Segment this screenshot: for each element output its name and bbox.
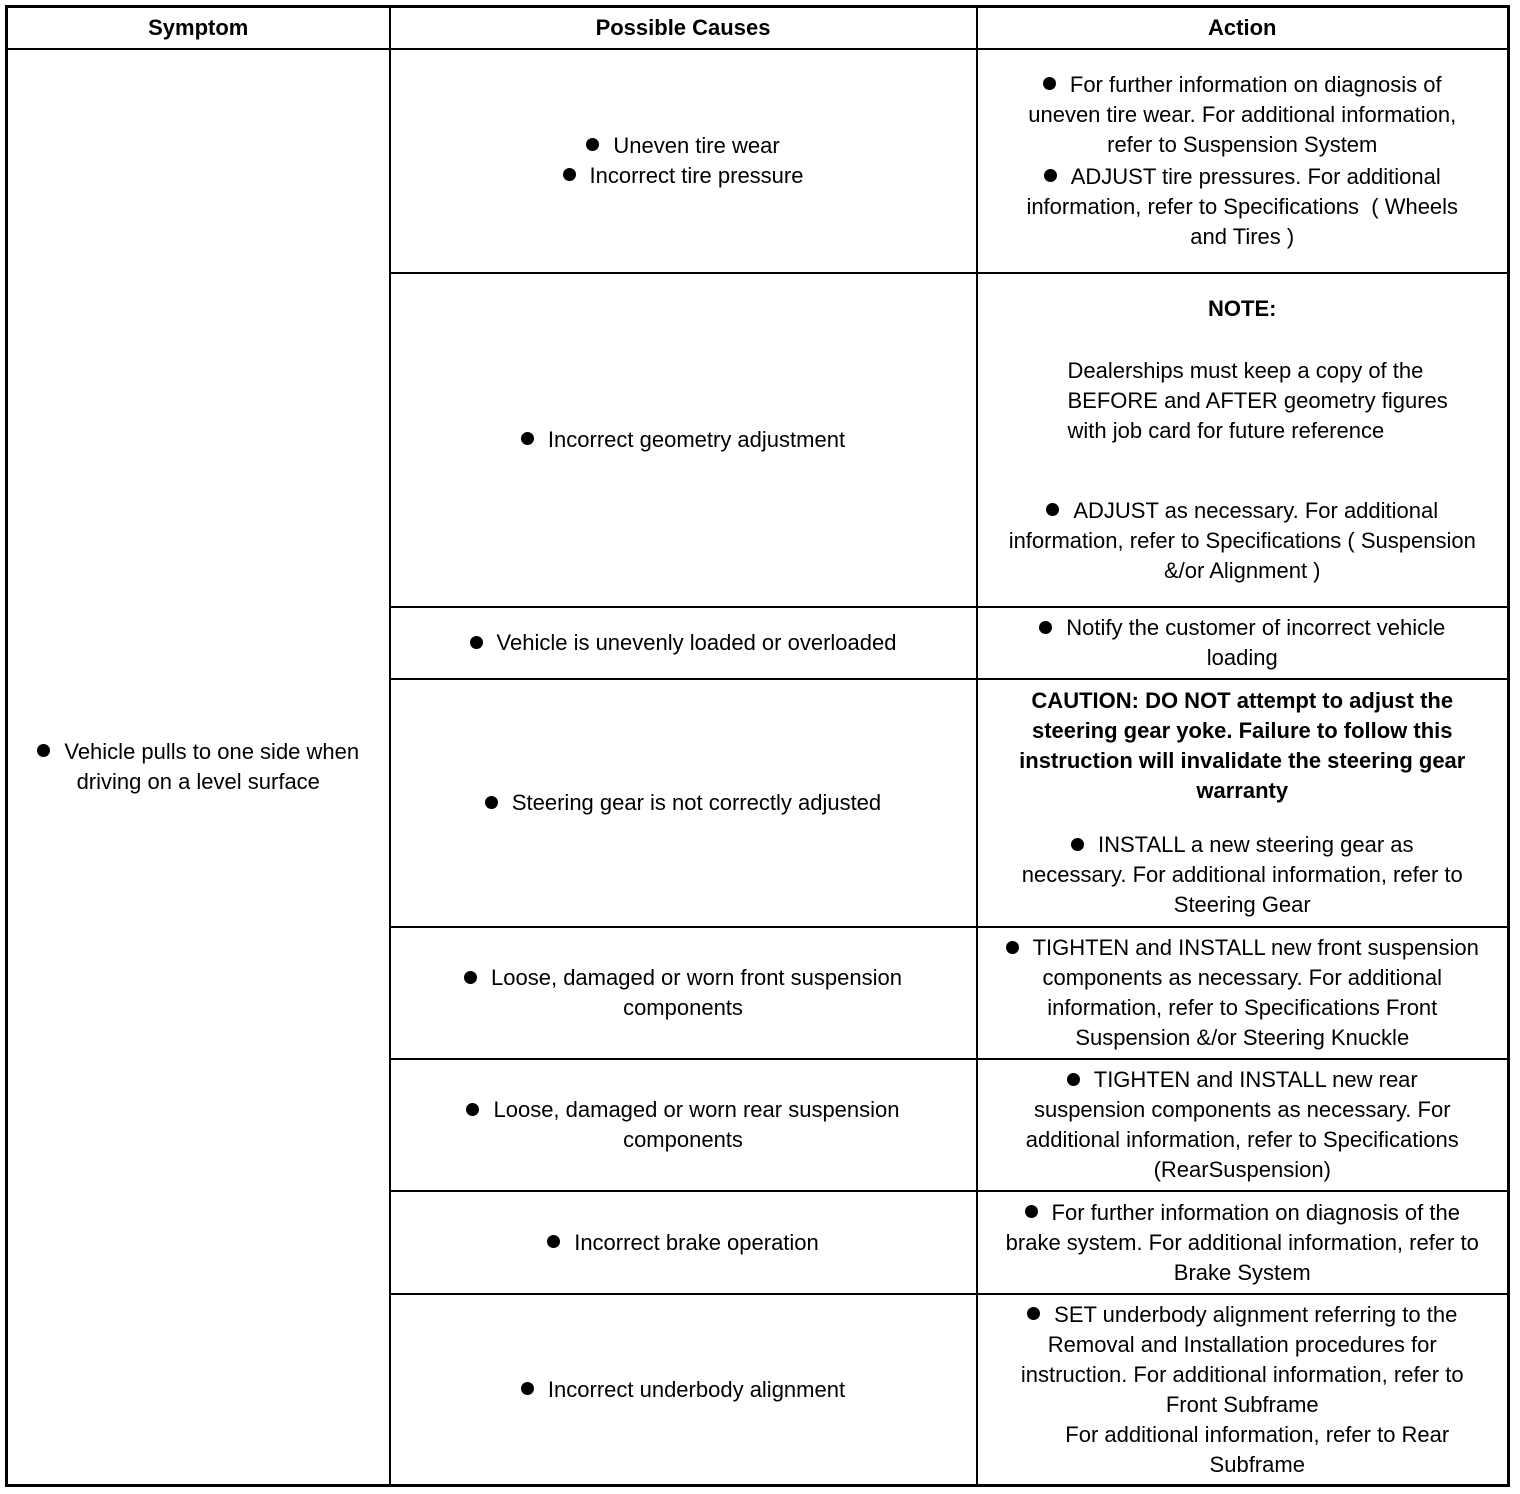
action-text: Notify the customer of incorrect vehicle loading [1066, 614, 1446, 670]
action-bullet [988, 830, 1498, 920]
bullet-icon [1044, 169, 1057, 182]
action-bullet [988, 933, 1498, 1053]
cause-bullet [431, 963, 936, 1023]
cause-bullet [401, 628, 966, 658]
cause-bullet [431, 1095, 936, 1155]
bullet-icon [464, 971, 477, 984]
action-text: ADJUST tire pressures. For additional information, refer to Specifications ( Wheels and Tires ) [1026, 163, 1459, 249]
action-text: TIGHTEN and INSTALL new rear suspension components as necessary. For additional information, refer to Specifications (RearSuspension) [1025, 1067, 1459, 1183]
bullet-icon [466, 1103, 479, 1116]
note-body: Dealerships must keep a copy of the BEFORE and AFTER geometry figures with job card for future reference [1067, 357, 1448, 443]
bullet-icon [1067, 1073, 1080, 1086]
header-possible-causes: Possible Causes [390, 7, 977, 49]
header-row [7, 7, 1509, 49]
action-bullet [1008, 613, 1478, 673]
action-text: ADJUST as necessary. For additional information, refer to Specifications ( Suspension &/or Alignment ) [1008, 497, 1476, 583]
cause-bullet [401, 1375, 966, 1405]
cause-cell [390, 927, 977, 1059]
bullet-icon [1006, 941, 1019, 954]
action-cell [977, 1294, 1509, 1485]
bullet-icon [1027, 1307, 1040, 1320]
action-bullet [998, 1198, 1488, 1288]
caution-text: CAUTION: DO NOT attempt to adjust the steering gear yoke. Failure to follow this instruction will invalidate the steering gear warranty [1019, 687, 1466, 803]
bullet-icon [485, 796, 498, 809]
action-cell [977, 679, 1509, 927]
cause-text: Loose, damaged or worn rear suspension components [493, 1097, 900, 1153]
header-action: Action [977, 7, 1509, 49]
action-text: For further information on diagnosis of uneven tire wear. For additional information, refer to Suspension System [1028, 71, 1457, 157]
symptom-text: Vehicle pulls to one side when driving on a level surface [64, 738, 360, 794]
cause-text: Steering gear is not correctly adjusted [511, 789, 882, 815]
cause-text: Uneven tire wear [613, 132, 780, 158]
bullet-icon [470, 636, 483, 649]
action-bullet [1008, 70, 1478, 160]
cause-cell [390, 1059, 977, 1191]
cause-text: Incorrect underbody alignment [547, 1376, 846, 1402]
cause-cell [390, 1294, 977, 1485]
bullet-icon [547, 1235, 560, 1248]
bullet-icon [1025, 1205, 1038, 1218]
symptom-bullet [28, 737, 369, 797]
bullet-icon [586, 138, 599, 151]
action-cell [977, 1191, 1509, 1294]
cause-bullet [401, 425, 966, 455]
note-title: NOTE: [1208, 295, 1277, 321]
bullet-icon [37, 744, 50, 757]
cause-cell [390, 679, 977, 927]
table-row [7, 49, 1509, 273]
diagnosis-table [5, 5, 1510, 1487]
action-cell [977, 1059, 1509, 1191]
cause-text: Incorrect tire pressure [589, 162, 804, 188]
action-bullet [1018, 1065, 1468, 1185]
bullet-icon [1039, 621, 1052, 634]
action-text: TIGHTEN and INSTALL new front suspension components as necessary. For additional information, refer to Specifications Front Suspension &/or Steering Knuckle [1032, 935, 1479, 1051]
bullet-icon [521, 432, 534, 445]
symptom-cell [7, 49, 390, 1486]
action-text: INSTALL a new steering gear as necessary. For additional information, refer to Steering Gear [1021, 831, 1463, 917]
cause-cell [390, 607, 977, 679]
cause-bullet [401, 131, 966, 161]
cause-cell [390, 1191, 977, 1294]
cause-text: Incorrect geometry adjustment [547, 426, 846, 452]
bullet-icon [521, 1382, 534, 1395]
action-cell [977, 273, 1509, 607]
cause-bullet [401, 1228, 966, 1258]
action-text: SET underbody alignment referring to the Removal and Installation procedures for instruction. For additional information, refer to Front Subframe [1020, 1301, 1464, 1417]
cause-text: Incorrect brake operation [574, 1229, 819, 1255]
action-bullet [998, 1300, 1488, 1420]
cause-cell [390, 273, 977, 607]
action-extra-text: For additional information, refer to Rear Subframe [1065, 1421, 1450, 1477]
cause-cell [390, 49, 977, 273]
action-cell [977, 927, 1509, 1059]
action-bullet [1008, 162, 1478, 252]
bullet-icon [1046, 503, 1059, 516]
cause-bullet [401, 161, 966, 191]
bullet-icon [1043, 77, 1056, 90]
action-bullet [998, 496, 1488, 586]
bullet-icon [563, 168, 576, 181]
cause-bullet [401, 788, 966, 818]
cause-text: Loose, damaged or worn front suspension components [491, 965, 902, 1021]
action-cell [977, 49, 1509, 273]
action-text: For further information on diagnosis of the brake system. For additional information, refer to Brake System [1005, 1199, 1479, 1285]
header-symptom: Symptom [7, 7, 390, 49]
action-cell [977, 607, 1509, 679]
bullet-icon [1071, 838, 1084, 851]
cause-text: Vehicle is unevenly loaded or overloaded [496, 629, 897, 655]
